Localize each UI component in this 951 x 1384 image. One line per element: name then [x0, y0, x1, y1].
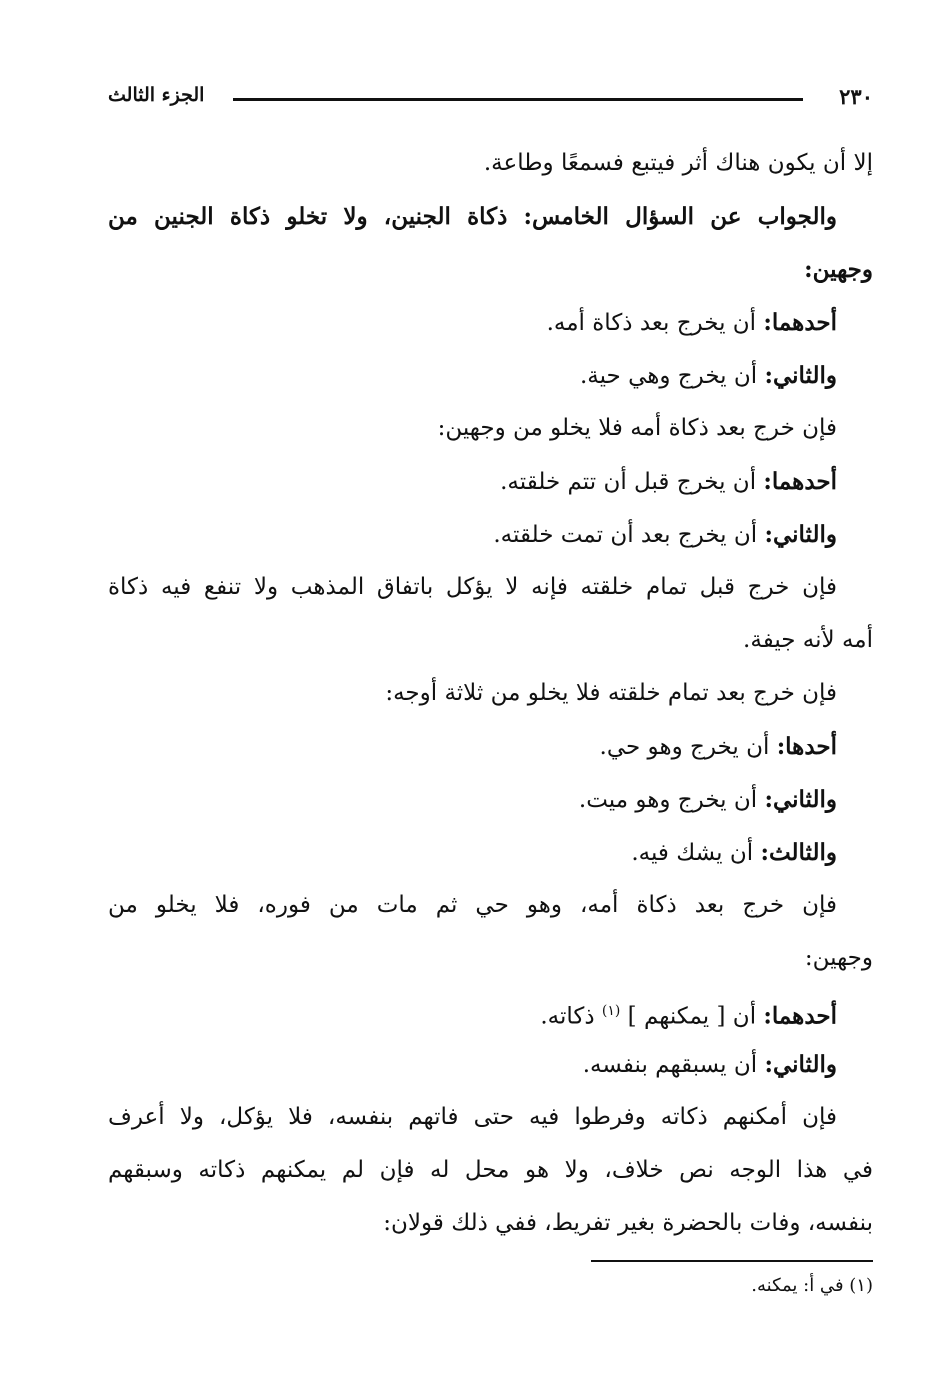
item-text: أن يخرج وهو ميت.	[578, 787, 765, 813]
item-text: أن يخرج وهو حي.	[599, 734, 777, 760]
item-label: أحدها:	[776, 733, 837, 760]
page-number: ٢٣٠	[839, 84, 873, 109]
list-item	[108, 349, 873, 402]
list-item	[108, 455, 873, 508]
footnote-ref: (١)	[601, 1003, 621, 1019]
item-label: أحدهما:	[763, 468, 837, 495]
item-text: أن يسبقهم بنفسه.	[582, 1052, 765, 1078]
paragraph-line: وجهين:	[804, 945, 873, 971]
item-label: والثاني:	[764, 362, 837, 389]
list-item	[108, 508, 873, 561]
paragraph-line: بنفسه، وفات بالحضرة بغير تفريط، ففي ذلك قولان:	[383, 1210, 873, 1236]
item-text: أن يخرج بعد ذكاة أمه.	[546, 310, 764, 336]
footnote: (١) في أ: يمكنه.	[751, 1275, 873, 1296]
list-item	[108, 985, 873, 1038]
paragraph-line: فإن خرج بعد ذكاة أمه فلا يخلو من وجهين:	[437, 415, 837, 441]
question-heading-end: وجهين:	[804, 256, 873, 283]
question-heading: والجواب عن السؤال الخامس: ذكاة الجنين، ولا تخلو ذكاة الجنين من	[108, 203, 837, 230]
item-text: ذكاته.	[540, 1003, 602, 1030]
list-item	[108, 773, 873, 826]
body-text	[108, 137, 873, 1250]
header-rule	[233, 98, 803, 101]
item-label: والثاني:	[764, 1051, 837, 1078]
item-text: أن يخرج بعد أن تمت خلقته.	[493, 522, 765, 548]
paragraph-line: في هذا الوجه نص خلاف، ولا هو محل له فإن لم يمكنهم ذكاته وسبقهم	[108, 1157, 873, 1183]
paragraph-line: أمه لأنه جيفة.	[743, 627, 873, 653]
item-text: أن يشك فيه.	[631, 840, 761, 866]
list-item	[108, 720, 873, 773]
running-header	[108, 84, 873, 114]
item-label: أحدهما:	[763, 309, 837, 336]
list-item	[108, 1038, 873, 1091]
item-text: أن [ يمكنهم ]	[620, 1003, 764, 1030]
paragraph-line: فإن خرج بعد تمام خلقته فلا يخلو من ثلاثة أوجه:	[385, 680, 837, 706]
item-text: أن يخرج قبل أن تتم خلقته.	[500, 469, 764, 495]
paragraph-line: فإن خرج بعد ذكاة أمه، وهو حي ثم مات من فوره، فلا يخلو من	[108, 892, 837, 918]
item-label: والثاني:	[764, 786, 837, 813]
paragraph-line: فإن أمكنهم ذكاته وفرطوا فيه حتى فاتهم بنفسه، فلا يؤكل، ولا أعرف	[108, 1104, 837, 1130]
part-title: الجزء الثالث	[108, 84, 205, 106]
footnote-rule	[591, 1260, 873, 1262]
paragraph-line: فإن خرج قبل تمام خلقته فإنه لا يؤكل باتفاق المذهب ولا تنفع فيه ذكاة	[108, 574, 837, 600]
item-label: أحدهما:	[763, 1002, 837, 1030]
paragraph-line: إلا أن يكون هناك أثر فيتبع فسمعًا وطاعة.	[483, 150, 873, 176]
item-text: أن يخرج وهي حية.	[579, 363, 765, 389]
item-label: والثالث:	[760, 839, 837, 866]
list-item	[108, 296, 873, 349]
list-item	[108, 826, 873, 879]
item-label: والثاني:	[764, 521, 837, 548]
